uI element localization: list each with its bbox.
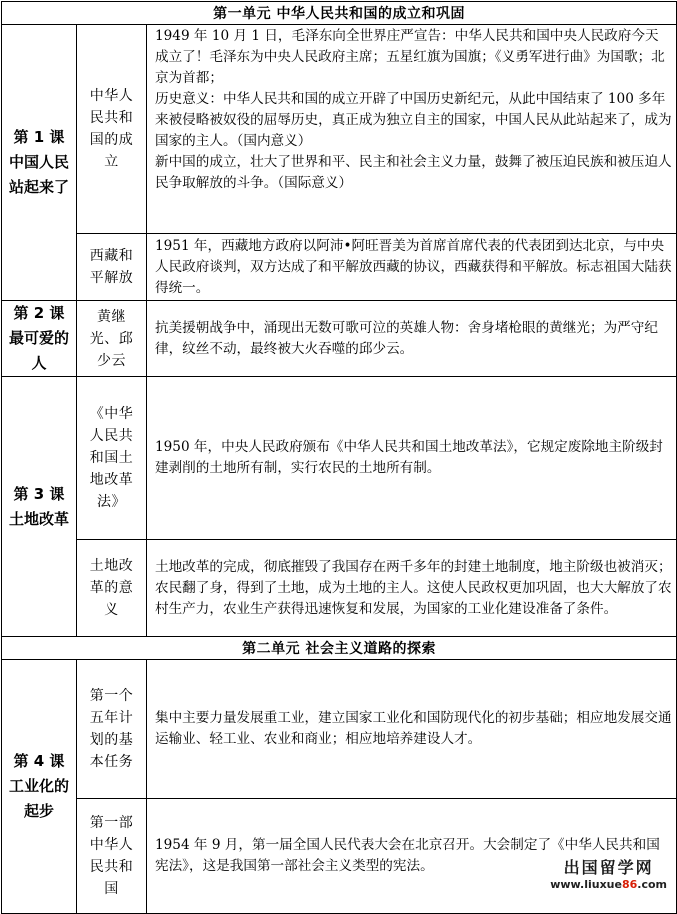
- content-land-reform-significance: 土地改革的完成，彻底摧毁了我国存在两千多年的封建土地制度，地主阶级也被消灭；农民翻了身，得到了土地，成为土地的主人。这使人民政权更加巩固，也大大解放了农村生产力，农业生产获得迅速恢复和发展，为国家的工业化建设准备了条件。: [147, 540, 677, 637]
- watermark-title: 出国留学网: [563, 858, 654, 877]
- unit-header-row: [2, 2, 677, 25]
- table-row: [2, 660, 677, 799]
- topic-first-constitution: 第一部中华人民共和国: [77, 799, 147, 914]
- table-row: [2, 234, 677, 301]
- content-five-year-plan: 集中主要力量发展重工业，建立国家工业化和国防现代化的初步基础；相应地发展交通运输业、轻工业、农业和商业；相应地培养建设人才。: [147, 660, 677, 799]
- topic-land-reform-significance: 土地改革的意义: [77, 540, 147, 637]
- content-heroes: 抗美援朝战争中，涌现出无数可歌可泣的英雄人物：舍身堵枪眼的黄继光；为严守纪律，纹丝不动，最终被大火吞噬的邱少云。: [147, 301, 677, 377]
- unit-2-title: 第二单元 社会主义道路的探索: [2, 637, 677, 660]
- table-row: [2, 377, 677, 540]
- topic-five-year-plan: 第一个五年计划的基本任务: [77, 660, 147, 799]
- lesson-3-label: 第 3 课 土地改革: [2, 377, 77, 637]
- watermark-url: [550, 876, 667, 893]
- table-row: [2, 25, 677, 234]
- watermark-url-suffix: .com: [637, 878, 667, 891]
- watermark-url-prefix: www.liuxue: [550, 878, 622, 891]
- content-land-reform-law: 1950 年，中央人民政府颁布《中华人民共和国土地改革法》，它规定废除地主阶级封建剥削的土地所有制，实行农民的土地所有制。: [147, 377, 677, 540]
- content-first-constitution: 1954 年 9 月，第一届全国人民代表大会在北京召开。大会制定了《中华人民共和国宪法》，这是我国第一部社会主义类型的宪法。: [147, 799, 677, 914]
- table-row: [2, 540, 677, 637]
- content-paragraph: 历史意义：中华人民共和国的成立开辟了中国历史新纪元，从此中国结束了 100 多年来被侵略被奴役的屈辱历史，真正成为独立自主的国家，中国人民从此站起来了，成为国家的主人。（国内意义）: [155, 91, 672, 149]
- topic-tibet-liberation: 西藏和平解放: [77, 234, 147, 301]
- content-prc-founding: [147, 25, 677, 234]
- unit-header-row: [2, 637, 677, 660]
- content-tibet-liberation: 1951 年，西藏地方政府以阿沛•阿旺晋美为首席首席代表的代表团到达北京，与中央人民政府谈判，双方达成了和平解放西藏的协议，西藏获得和平解放。标志祖国大陆获得统一。: [147, 234, 677, 301]
- table-row: [2, 301, 677, 377]
- content-paragraph: 新中国的成立，壮大了世界和平、民主和社会主义力量，鼓舞了被压迫民族和被压迫人民争取解放的斗争。（国际意义）: [155, 154, 672, 191]
- topic-land-reform-law: 《中华人民共和国土地改革法》: [77, 377, 147, 540]
- lesson-1-label: 第 1 课 中国人民站起来了: [2, 25, 77, 301]
- lesson-2-label: 第 2 课 最可爱的人: [2, 301, 77, 377]
- table-row: [2, 799, 677, 914]
- unit-1-title: 第一单元 中华人民共和国的成立和巩固: [2, 2, 677, 25]
- topic-heroes: 黄继光、邱少云: [77, 301, 147, 377]
- watermark-url-number: 86: [621, 878, 638, 891]
- content-paragraph: 1949 年 10 月 1 日，毛泽东向全世界庄严宣告：中华人民共和国中央人民政府今天成立了！毛泽东为中央人民政府主席；五星红旗为国旗；《义勇军进行曲》为国歌；北京为首都；: [155, 28, 665, 86]
- site-watermark: [550, 859, 667, 893]
- history-notes-table: [1, 1, 677, 914]
- lesson-4-label: 第 4 课 工业化的起步: [2, 660, 77, 914]
- topic-prc-founding: 中华人民共和国的成立: [77, 25, 147, 234]
